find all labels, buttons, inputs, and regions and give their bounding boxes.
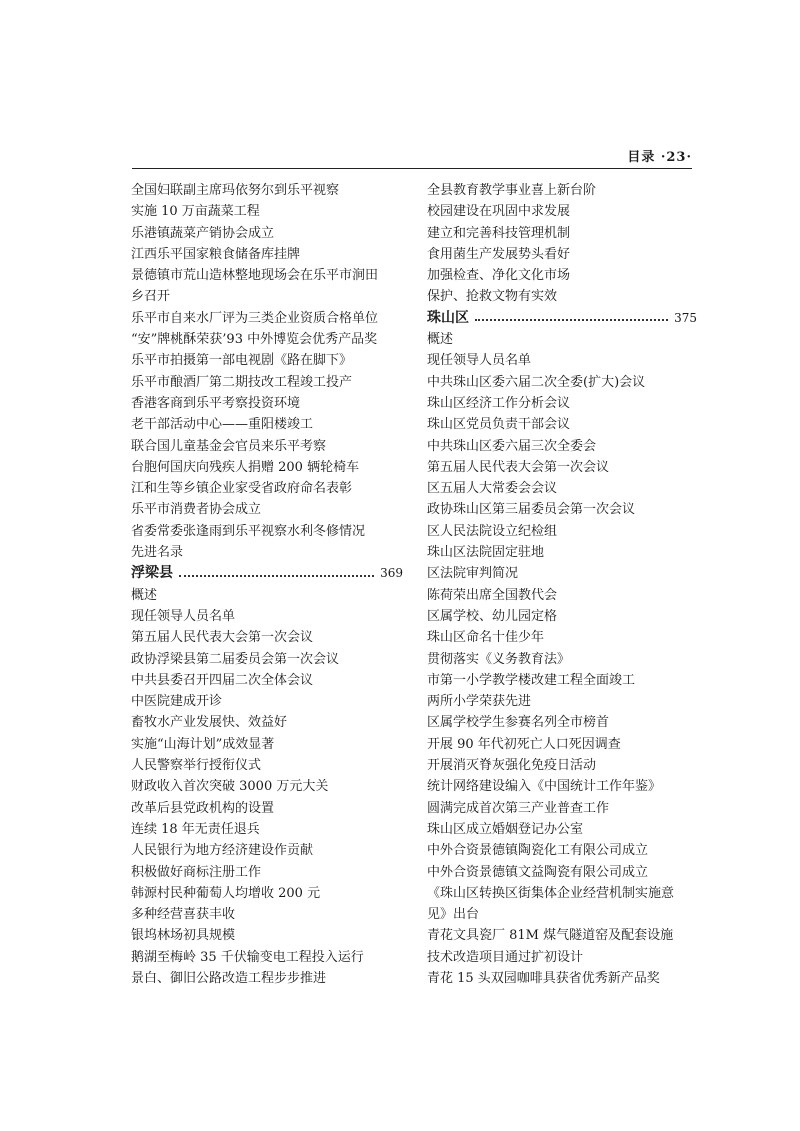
page-header-text: 目录 ·23·	[627, 150, 692, 165]
toc-entry[interactable]: 中共县委召开四届二次全体会议	[131, 672, 314, 688]
toc-entry[interactable]: 加强检查、净化文化市场	[427, 268, 571, 284]
toc-entry[interactable]: 建立和完善科技管理机制	[427, 225, 571, 241]
toc-entry[interactable]: 鹅湖至梅岭 35 千伏输变电工程投入运行	[131, 949, 364, 965]
toc-entry[interactable]: 开展 90 年代初死亡人口死因调查	[427, 736, 621, 752]
toc-entry[interactable]: 珠山区命名十佳少年	[427, 630, 545, 646]
toc-entry[interactable]: 统计网络建设编入《中国统计工作年鉴》	[427, 779, 662, 795]
toc-entry[interactable]: 第五届人民代表大会第一次会议	[131, 630, 314, 646]
toc-entry[interactable]: 陈荷荣出席全国教代会	[427, 587, 558, 603]
toc-entry[interactable]: 区人民法院设立纪检组	[427, 523, 558, 539]
toc-entry[interactable]: 技术改造项目通过扩初设计	[427, 949, 584, 965]
toc-entry[interactable]: 乐港镇蔬菜产销协会成立	[131, 225, 275, 241]
toc-entry[interactable]: 台胞何国庆向残疾人捐赠 200 辆轮椅车	[131, 459, 360, 475]
toc-entry[interactable]: 概述	[427, 332, 454, 348]
toc-entry[interactable]: 珠山区经济工作分析会议	[427, 395, 571, 411]
toc-entry[interactable]: 乡召开	[131, 289, 171, 305]
toc-entry[interactable]: 概述	[131, 587, 158, 603]
toc-entry[interactable]: 改革后县党政机构的设置	[131, 800, 275, 816]
toc-entry[interactable]: 银坞林场初具规模	[131, 928, 236, 944]
toc-entry[interactable]: 江和生等乡镇企业家受省政府命名表彰	[131, 481, 353, 497]
toc-entry[interactable]: “安”牌桃酥荣获’93 中外博览会优秀产品奖	[131, 332, 378, 348]
toc-entry[interactable]: 乐平市消费者协会成立	[131, 502, 262, 518]
toc-entry[interactable]: 省委常委张逢雨到乐平视察水利冬修情况	[131, 523, 366, 539]
toc-entry[interactable]: 中共珠山区委六届二次全委(扩大)会议	[427, 374, 646, 390]
left-column	[131, 180, 403, 989]
toc-entry[interactable]: 珠山区党员负责干部会议	[427, 417, 571, 433]
toc-entry[interactable]: 两所小学荣获先进	[427, 694, 532, 710]
toc-entry[interactable]: 实施 10 万亩蔬菜工程	[131, 204, 260, 220]
toc-entry[interactable]: 区五届人大常委会会议	[427, 481, 558, 497]
page-header	[132, 146, 692, 166]
toc-entry[interactable]: 第五届人民代表大会第一次会议	[427, 459, 610, 475]
toc-entry[interactable]: 现任领导人员名单	[427, 353, 532, 369]
toc-entry[interactable]: 全国妇联副主席玛依努尔到乐平视察	[131, 183, 340, 198]
toc-entry[interactable]: 政协珠山区第三届委员会第一次会议	[427, 502, 636, 518]
toc-entry[interactable]: 景白、御旧公路改造工程步步推进	[131, 970, 327, 986]
header-divider	[132, 168, 692, 169]
toc-entry[interactable]: 联合国儿童基金会官员来乐平考察	[131, 438, 327, 454]
toc-entry[interactable]: 开展消灭脊灰强化免疫日活动	[427, 758, 597, 774]
toc-entry[interactable]: 积极做好商标注册工作	[131, 864, 262, 880]
toc-entry[interactable]: 政协浮梁县第二届委员会第一次会议	[131, 651, 340, 667]
right-column	[427, 180, 697, 989]
toc-entry[interactable]: 畜牧水产业发展快、效益好	[131, 715, 288, 731]
section-page-number: 375	[674, 310, 697, 325]
dot-leader	[179, 575, 374, 577]
toc-entry[interactable]: 乐平市酿酒厂第二期技改工程竣工投产	[131, 374, 353, 390]
toc-entry[interactable]: 青花文具瓷厂 81M 煤气隧道窑及配套设施	[427, 928, 674, 944]
toc-entry[interactable]: 中外合资景德镇文益陶瓷有限公司成立	[427, 864, 649, 880]
toc-section-zhushan[interactable]	[427, 308, 697, 329]
toc-entry[interactable]: 珠山区法院固定驻地	[427, 545, 545, 561]
toc-entry[interactable]: 圆满完成首次第三产业普查工作	[427, 800, 610, 816]
toc-entry[interactable]: 区属学校学生参赛名列全市榜首	[427, 715, 610, 731]
toc-entry[interactable]: 韩源村民种葡萄人均增收 200 元	[131, 885, 321, 901]
toc-entry[interactable]: 中外合资景德镇陶瓷化工有限公司成立	[427, 843, 649, 859]
toc-entry[interactable]: 区法院审判简况	[427, 566, 519, 582]
toc-entry[interactable]: 连续 18 年无责任退兵	[131, 821, 260, 837]
toc-entry[interactable]: 中医院建成开诊	[131, 694, 223, 710]
toc-entry[interactable]: 见》出台	[427, 907, 480, 923]
toc-entry[interactable]: 景德镇市荒山造林整地现场会在乐平市涧田	[131, 268, 379, 284]
toc-entry[interactable]: 实施“山海计划”成效显著	[131, 736, 275, 752]
toc-entry[interactable]: 先进名录	[131, 545, 184, 561]
toc-entry[interactable]: 贯彻落实《义务教育法》	[427, 651, 571, 667]
toc-entry[interactable]: 校园建设在巩固中求发展	[427, 204, 571, 220]
toc-entry[interactable]: 保护、抢救文物有实效	[427, 289, 558, 305]
toc-section-fuliang[interactable]	[131, 563, 403, 584]
toc-entry[interactable]: 全县教育教学事业喜上新台阶	[427, 183, 597, 198]
toc-entry[interactable]: 财政收入首次突破 3000 万元大关	[131, 779, 329, 795]
toc-entry[interactable]: 香港客商到乐平考察投资环境	[131, 395, 301, 411]
toc-entry[interactable]: 区属学校、幼儿园定格	[427, 608, 558, 624]
toc-entry[interactable]: 人民警察举行授衔仪式	[131, 758, 262, 774]
toc-entry[interactable]: 珠山区成立婚姻登记办公室	[427, 821, 584, 837]
toc-entry[interactable]: 老干部活动中心——重阳楼竣工	[131, 417, 314, 433]
dot-leader	[475, 319, 668, 321]
toc-entry[interactable]: 多种经营喜获丰收	[131, 907, 236, 923]
section-title: 浮梁县	[131, 565, 173, 582]
toc-entry[interactable]: 乐平市拍摄第一部电视剧《路在脚下》	[131, 353, 353, 369]
toc-entry[interactable]: 《珠山区转换区街集体企业经营机制实施意	[427, 885, 675, 901]
toc-entry[interactable]: 江西乐平国家粮食储备库挂牌	[131, 246, 301, 262]
section-title: 珠山区	[427, 309, 469, 326]
toc-entry[interactable]: 中共珠山区委六届三次全委会	[427, 438, 597, 454]
section-page-number: 369	[380, 566, 403, 581]
toc-entry[interactable]: 青花 15 头双园咖啡具获省优秀新产品奖	[427, 970, 660, 986]
toc-entry[interactable]: 市第一小学教学楼改建工程全面竣工	[427, 672, 636, 688]
toc-entry[interactable]: 人民银行为地方经济建设作贡献	[131, 843, 314, 859]
toc-entry[interactable]: 食用菌生产发展势头看好	[427, 246, 571, 262]
toc-entry[interactable]: 乐平市自来水厂评为三类企业资质合格单位	[131, 310, 379, 326]
toc-entry[interactable]: 现任领导人员名单	[131, 608, 236, 624]
